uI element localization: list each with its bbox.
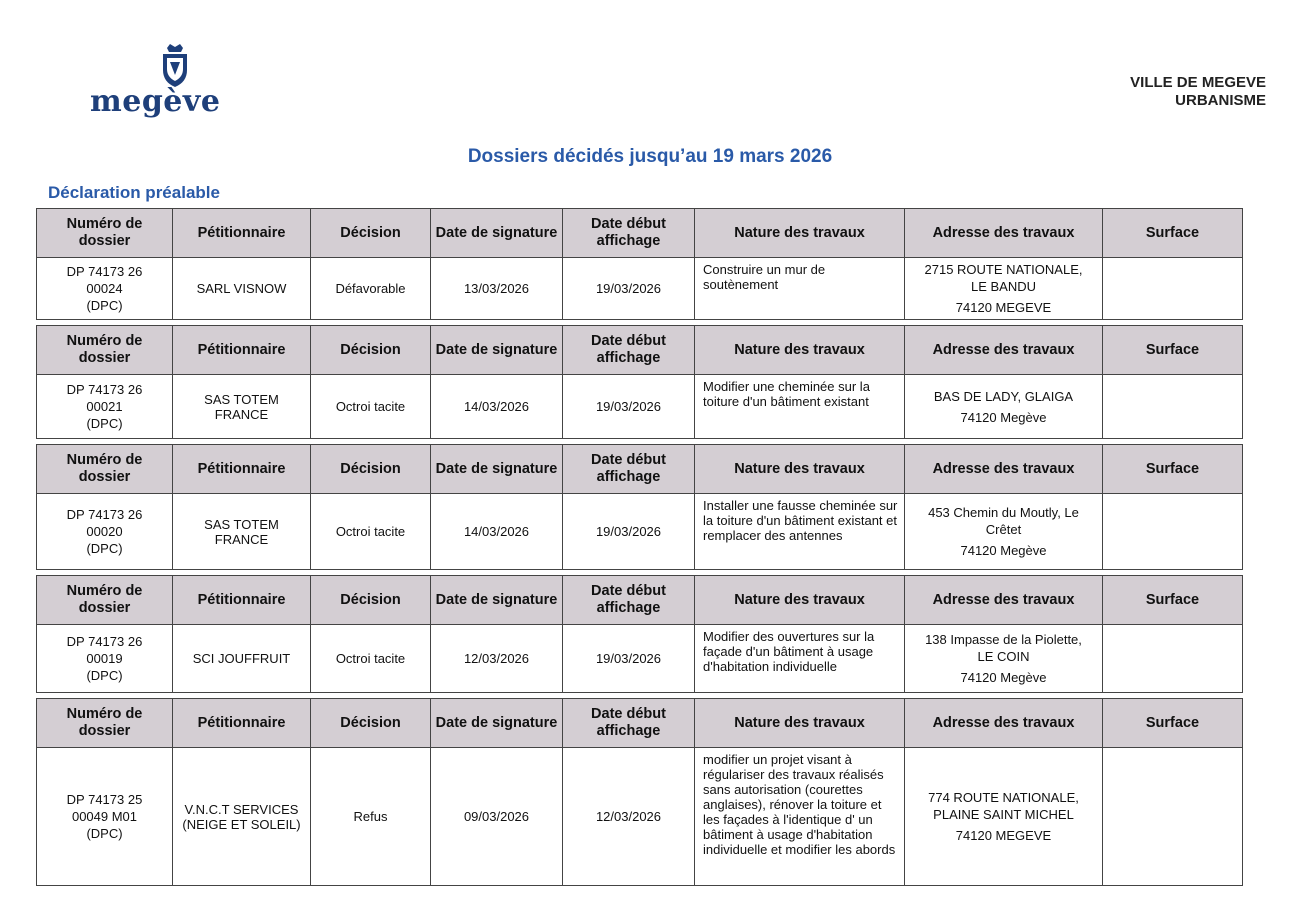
- cell-decision: Défavorable: [311, 258, 431, 320]
- header-surface: Surface: [1103, 576, 1243, 625]
- address-line: 453 Chemin du Moutly, Le: [928, 505, 1079, 520]
- header-petitionnaire: Pétitionnaire: [173, 445, 311, 494]
- header-date-signature: Date de signature: [431, 326, 563, 375]
- header-surface: Surface: [1103, 445, 1243, 494]
- header-surface: Surface: [1103, 326, 1243, 375]
- numero-line: 00021: [86, 399, 123, 414]
- cell-date-affichage: 19/03/2026: [563, 494, 695, 570]
- cell-numero: [37, 625, 173, 693]
- cell-adresse: [905, 748, 1103, 886]
- cell-numero: [37, 494, 173, 570]
- numero-type: (DPC): [86, 298, 123, 313]
- header-surface: Surface: [1103, 699, 1243, 748]
- header-nature: Nature des travaux: [695, 699, 905, 748]
- header-adresse: Adresse des travaux: [905, 209, 1103, 258]
- record-table: [36, 325, 1243, 439]
- address-line: LE BANDU: [970, 279, 1037, 294]
- address-line: BAS DE LADY, GLAIGA: [933, 388, 1074, 404]
- cell-adresse: [905, 258, 1103, 320]
- records-list: [36, 208, 1242, 891]
- record-row: [37, 494, 1243, 570]
- cell-decision: Octroi tacite: [311, 375, 431, 439]
- header-date-affichage: Date début affichage: [563, 699, 695, 748]
- address-line: PLAINE SAINT MICHEL: [933, 807, 1074, 822]
- numero-line: DP 74173 26: [66, 507, 143, 522]
- numero-type: (DPC): [86, 668, 123, 683]
- header-numero: Numéro de dossier: [37, 326, 173, 375]
- cell-adresse: [905, 625, 1103, 693]
- record-header-row: [37, 576, 1243, 625]
- cell-petitionnaire: V.N.C.T SERVICES (NEIGE ET SOLEIL): [173, 748, 311, 886]
- header-date-affichage: Date début affichage: [563, 209, 695, 258]
- record-table: [36, 444, 1243, 570]
- numero-line: 00049 M01: [71, 809, 138, 824]
- cell-date-signature: 09/03/2026: [431, 748, 563, 886]
- org-name: VILLE DE MEGEVE: [1130, 74, 1266, 91]
- numero-type: (DPC): [86, 826, 123, 841]
- cell-nature: Modifier des ouvertures sur la façade d'un bâtiment à usage d'habitation individuelle: [695, 625, 905, 693]
- header-petitionnaire: Pétitionnaire: [173, 699, 311, 748]
- header-nature: Nature des travaux: [695, 576, 905, 625]
- header-date-signature: Date de signature: [431, 445, 563, 494]
- record-table: [36, 575, 1243, 693]
- header-date-affichage: Date début affichage: [563, 445, 695, 494]
- cell-adresse: [905, 375, 1103, 439]
- header-date-affichage: Date début affichage: [563, 326, 695, 375]
- cell-numero: [37, 375, 173, 439]
- cell-date-affichage: 12/03/2026: [563, 748, 695, 886]
- numero-type: (DPC): [86, 416, 123, 431]
- header-date-signature: Date de signature: [431, 699, 563, 748]
- cell-nature: Modifier une cheminée sur la toiture d'un bâtiment existant: [695, 375, 905, 439]
- numero-line: DP 74173 26: [66, 264, 143, 279]
- record-header-row: [37, 699, 1243, 748]
- address-postcode: 74120 Megève: [960, 543, 1047, 558]
- address-postcode: 74120 MEGEVE: [955, 300, 1052, 315]
- cell-date-signature: 13/03/2026: [431, 258, 563, 320]
- record-row: [37, 258, 1243, 320]
- cell-date-affichage: 19/03/2026: [563, 258, 695, 320]
- header-numero: Numéro de dossier: [37, 209, 173, 258]
- cell-date-signature: 14/03/2026: [431, 375, 563, 439]
- page-title: Dossiers décidés jusqu’au 19 mars 2026: [467, 146, 833, 167]
- record-header-row: [37, 209, 1243, 258]
- megeve-logo: [90, 40, 265, 125]
- record-table: [36, 698, 1243, 886]
- numero-line: 00019: [86, 651, 123, 666]
- address-postcode: 74120 MEGEVE: [955, 828, 1052, 843]
- numero-line: DP 74173 25: [66, 792, 143, 807]
- header-date-signature: Date de signature: [431, 576, 563, 625]
- header-decision: Décision: [311, 209, 431, 258]
- header-adresse: Adresse des travaux: [905, 576, 1103, 625]
- address-line: 2715 ROUTE NATIONALE,: [924, 262, 1083, 277]
- numero-type: (DPC): [86, 541, 123, 556]
- header-numero: Numéro de dossier: [37, 576, 173, 625]
- numero-line: 00020: [86, 524, 123, 539]
- header-adresse: Adresse des travaux: [905, 326, 1103, 375]
- cell-numero: [37, 258, 173, 320]
- header-decision: Décision: [311, 445, 431, 494]
- address-postcode: 74120 Megève: [960, 409, 1047, 425]
- cell-surface: [1103, 625, 1243, 693]
- header-nature: Nature des travaux: [695, 209, 905, 258]
- cell-petitionnaire: SARL VISNOW: [173, 258, 311, 320]
- cell-date-signature: 12/03/2026: [431, 625, 563, 693]
- cell-numero: [37, 748, 173, 886]
- cell-surface: [1103, 494, 1243, 570]
- cell-nature: Installer une fausse cheminée sur la toiture d'un bâtiment existant et remplacer des antennes: [695, 494, 905, 570]
- coat-of-arms-icon: [158, 42, 192, 88]
- header-numero: Numéro de dossier: [37, 445, 173, 494]
- section-title: Déclaration préalable: [48, 183, 220, 202]
- org-department: URBANISME: [1175, 92, 1266, 109]
- cell-decision: Refus: [311, 748, 431, 886]
- numero-line: DP 74173 26: [66, 634, 143, 649]
- address-line: 138 Impasse de la Piolette,: [925, 632, 1082, 647]
- cell-adresse: [905, 494, 1103, 570]
- header-surface: Surface: [1103, 209, 1243, 258]
- record-row: [37, 625, 1243, 693]
- address-line: LE COIN: [977, 649, 1030, 664]
- cell-petitionnaire: SAS TOTEM FRANCE: [173, 494, 311, 570]
- header-date-affichage: Date début affichage: [563, 576, 695, 625]
- header-nature: Nature des travaux: [695, 445, 905, 494]
- header-decision: Décision: [311, 326, 431, 375]
- cell-nature: Construire un mur de soutènement: [695, 258, 905, 320]
- cell-decision: Octroi tacite: [311, 625, 431, 693]
- numero-line: 00024: [86, 281, 123, 296]
- header-petitionnaire: Pétitionnaire: [173, 326, 311, 375]
- header-nature: Nature des travaux: [695, 326, 905, 375]
- record-table: [36, 208, 1243, 320]
- header-petitionnaire: Pétitionnaire: [173, 576, 311, 625]
- cell-date-affichage: 19/03/2026: [563, 625, 695, 693]
- header-decision: Décision: [311, 576, 431, 625]
- cell-decision: Octroi tacite: [311, 494, 431, 570]
- cell-petitionnaire: SAS TOTEM FRANCE: [173, 375, 311, 439]
- header-decision: Décision: [311, 699, 431, 748]
- logo-wordmark: megève: [90, 84, 221, 119]
- header-petitionnaire: Pétitionnaire: [173, 209, 311, 258]
- record-row: [37, 375, 1243, 439]
- cell-surface: [1103, 258, 1243, 320]
- header-date-signature: Date de signature: [431, 209, 563, 258]
- cell-date-signature: 14/03/2026: [431, 494, 563, 570]
- header-adresse: Adresse des travaux: [905, 699, 1103, 748]
- address-line: Crêtet: [985, 522, 1022, 537]
- cell-nature: modifier un projet visant à régulariser des travaux réalisés sans autorisation (courettes anglaises), rénover la toiture et les façades à l'identique d' un bâtiment à usage d'habitation individuelle et modifier les abords: [695, 748, 905, 886]
- address-line: 774 ROUTE NATIONALE,: [928, 790, 1079, 805]
- header-adresse: Adresse des travaux: [905, 445, 1103, 494]
- address-postcode: 74120 Megève: [960, 670, 1047, 685]
- organization-header: [1130, 74, 1266, 110]
- cell-petitionnaire: SCI JOUFFRUIT: [173, 625, 311, 693]
- record-row: [37, 748, 1243, 886]
- cell-surface: [1103, 748, 1243, 886]
- cell-date-affichage: 19/03/2026: [563, 375, 695, 439]
- record-header-row: [37, 445, 1243, 494]
- numero-line: DP 74173 26: [66, 382, 143, 397]
- record-header-row: [37, 326, 1243, 375]
- header-numero: Numéro de dossier: [37, 699, 173, 748]
- cell-surface: [1103, 375, 1243, 439]
